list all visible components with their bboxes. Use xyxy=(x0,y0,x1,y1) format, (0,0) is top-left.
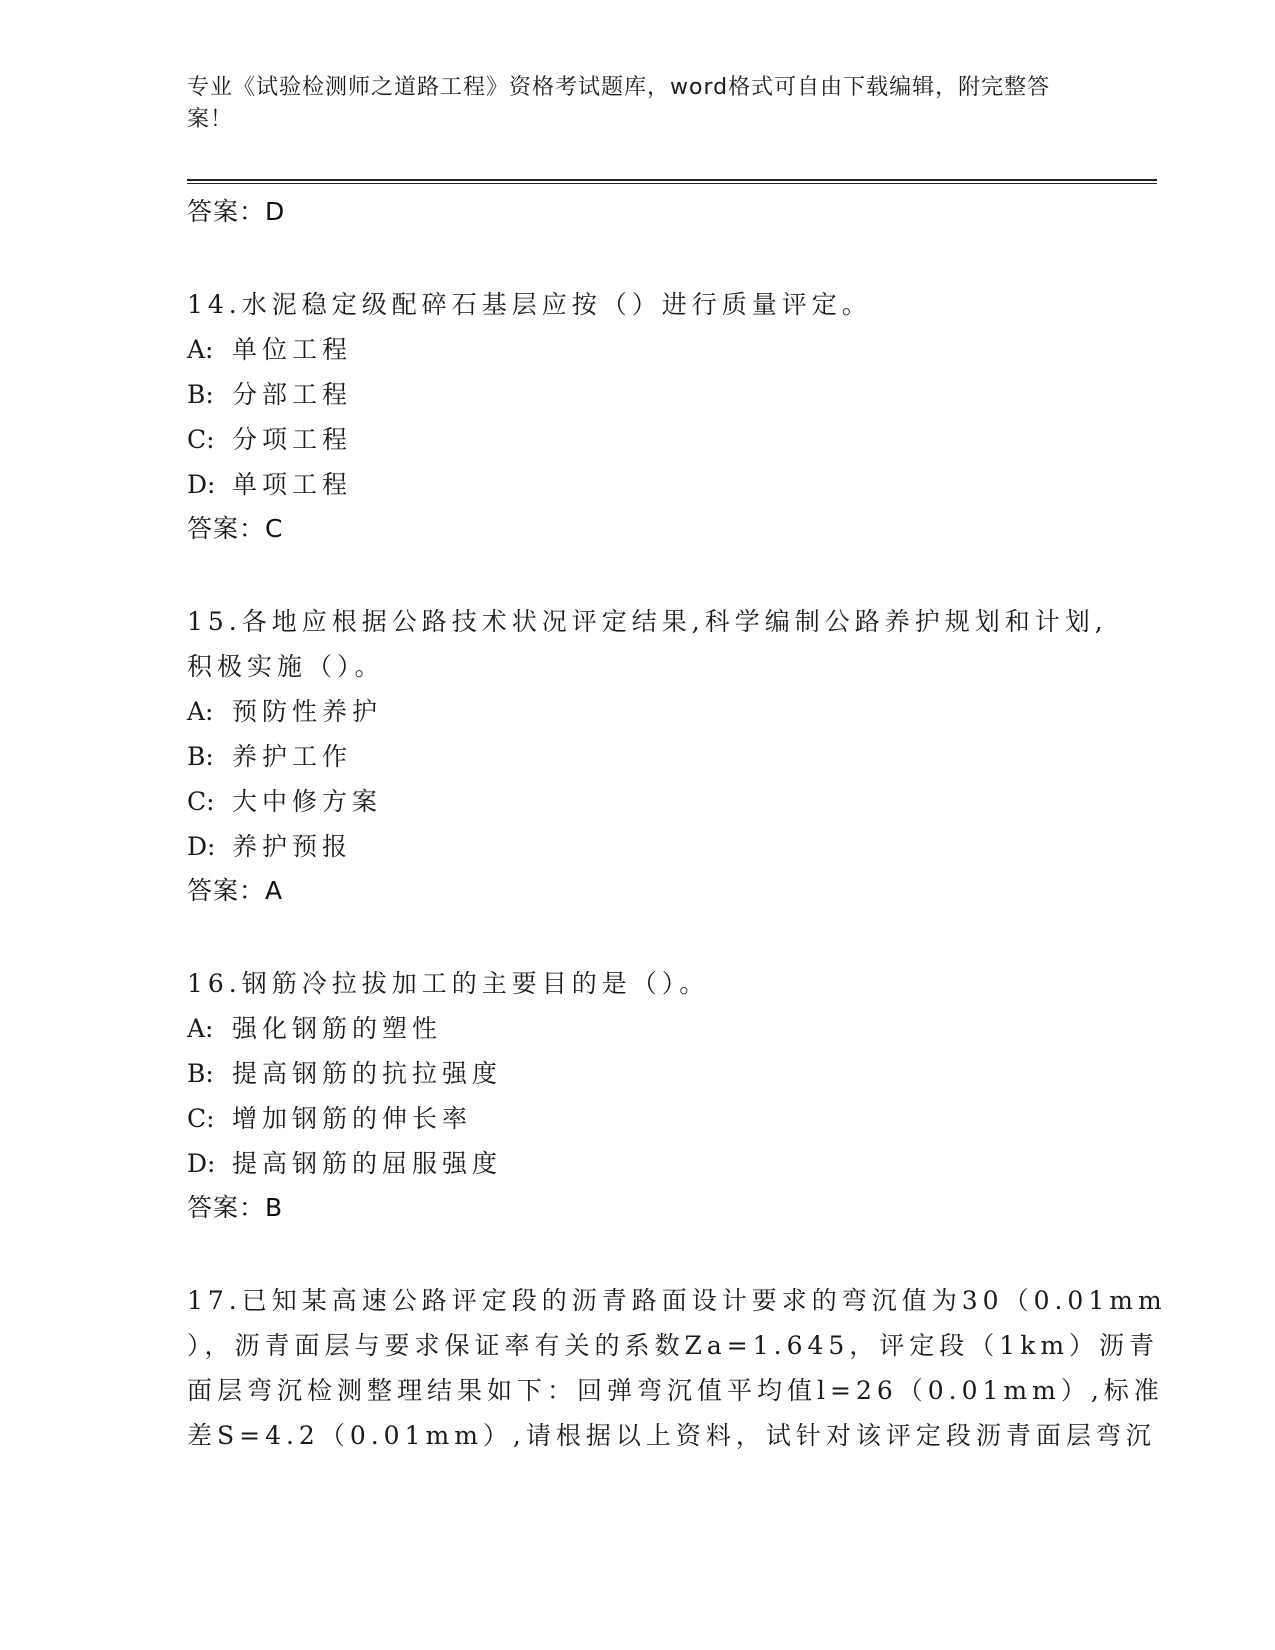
question-list xyxy=(187,190,1167,1458)
option-text: 分部工程 xyxy=(232,380,353,409)
option-letter: C: xyxy=(187,1104,215,1133)
spacer xyxy=(187,551,1157,599)
option-letter: D: xyxy=(187,1149,216,1178)
spacer xyxy=(187,1230,1157,1278)
question-16 xyxy=(187,961,1157,1230)
document-header: 专业《试验检测师之道路工程》资格考试题库，word格式可自由下载编辑，附完整答案！ xyxy=(187,75,1051,132)
option-b xyxy=(187,734,1157,779)
answer-16: 答案：B xyxy=(187,1193,284,1222)
answer-15: 答案：A xyxy=(187,876,284,905)
option-c xyxy=(187,779,1157,824)
option-d xyxy=(187,824,1157,869)
option-text: 单项工程 xyxy=(232,470,353,499)
answer-14: 答案：C xyxy=(187,514,284,543)
option-letter: A: xyxy=(187,697,214,726)
option-letter: A: xyxy=(187,335,214,364)
option-a xyxy=(187,689,1157,734)
option-a xyxy=(187,327,1157,372)
option-letter: C: xyxy=(187,425,215,454)
question-stem: ），沥青面层与要求保证率有关的系数Za=1.645，评定段（1km）沥青 xyxy=(187,1331,1160,1360)
question-stem: 15.各地应根据公路技术状况评定结果,科学编制公路养护规划和计划, xyxy=(187,607,1108,636)
option-b xyxy=(187,1051,1157,1096)
option-text: 养护预报 xyxy=(232,832,353,861)
option-text: 大中修方案 xyxy=(232,787,383,816)
option-letter: B: xyxy=(187,380,214,409)
option-text: 提高钢筋的抗拉强度 xyxy=(232,1059,503,1088)
question-17 xyxy=(187,1278,1167,1458)
spacer xyxy=(187,913,1157,961)
option-letter: D: xyxy=(187,470,216,499)
question-stem: 14.水泥稳定级配碎石基层应按（）进行质量评定。 xyxy=(187,290,872,319)
option-d xyxy=(187,462,1157,507)
question-14 xyxy=(187,282,1157,551)
question-stem: 17.已知某高速公路评定段的沥青路面设计要求的弯沉值为30（0.01mm xyxy=(187,1286,1167,1315)
option-d xyxy=(187,1141,1157,1186)
option-c xyxy=(187,1096,1157,1141)
option-text: 强化钢筋的塑性 xyxy=(232,1014,443,1043)
option-letter: A: xyxy=(187,1014,214,1043)
option-text: 增加钢筋的伸长率 xyxy=(232,1104,473,1133)
header-divider xyxy=(187,179,1157,184)
answer-previous: 答案：D xyxy=(187,197,286,226)
question-15 xyxy=(187,599,1157,913)
option-text: 提高钢筋的屈服强度 xyxy=(232,1149,503,1178)
option-letter: D: xyxy=(187,832,216,861)
option-text: 养护工作 xyxy=(232,742,353,771)
option-a xyxy=(187,1006,1157,1051)
option-letter: B: xyxy=(187,1059,214,1088)
question-stem: 16.钢筋冷拉拔加工的主要目的是（）。 xyxy=(187,969,710,998)
option-text: 分项工程 xyxy=(232,425,353,454)
question-stem: 面层弯沉检测整理结果如下：回弹弯沉值平均值l=26（0.01mm）,标准 xyxy=(187,1376,1164,1405)
question-stem: 积极实施（）。 xyxy=(187,652,385,681)
option-b xyxy=(187,372,1157,417)
option-c xyxy=(187,417,1157,462)
option-letter: B: xyxy=(187,742,214,771)
question-stem: 差S=4.2（0.01mm）,请根据以上资料，试针对该评定段沥青面层弯沉 xyxy=(187,1421,1156,1450)
option-letter: C: xyxy=(187,787,215,816)
spacer xyxy=(187,234,1157,282)
option-text: 预防性养护 xyxy=(232,697,383,726)
option-text: 单位工程 xyxy=(232,335,353,364)
